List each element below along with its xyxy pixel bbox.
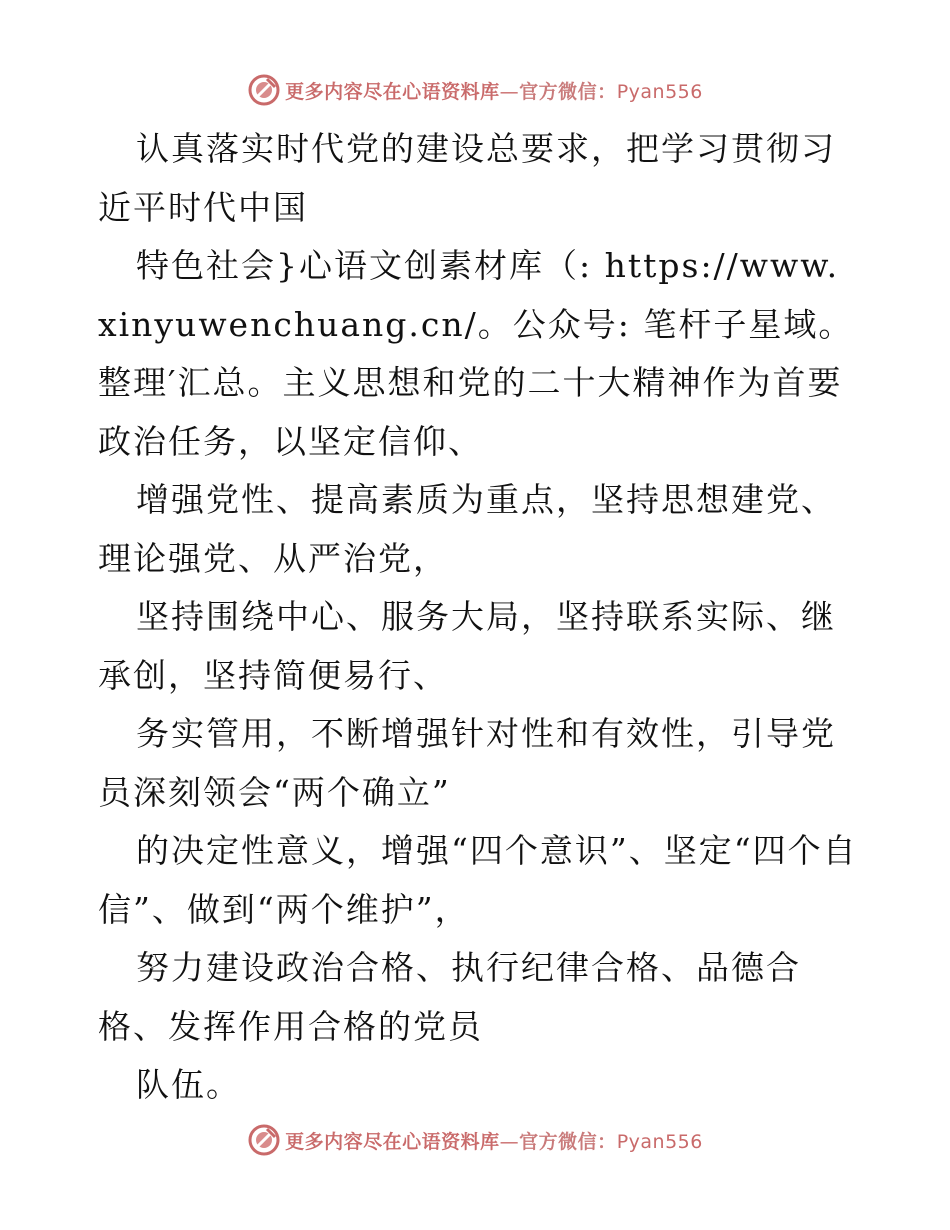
paragraph: 的决定性意义，增强“四个意识”、坚定“四个自信”、做到“两个维护”，: [98, 831, 858, 929]
watermark-text: [285, 1127, 703, 1154]
document-body: [98, 120, 858, 1115]
watermark-main-text: 更多内容尽在心语资料库: [285, 1130, 500, 1153]
watermark-separator: —: [499, 80, 520, 103]
paragraph: 务实管用，不断增强针对性和有效性，引导党员深刻领会“两个确立”: [98, 714, 836, 812]
paragraph: 认真落实时代党的建设总要求，把学习贯彻习近平时代中国: [98, 129, 836, 227]
seal-logo-icon: [247, 73, 281, 107]
paragraph: 增强党性、提高素质为重点，坚持思想建党、理论强党、从严治党，: [98, 480, 836, 578]
paragraph: 特色社会}心语文创素材库（: https://www.xinyuwenchuang.cn/。公众号: 笔杆子星域。整理′汇总。主义思想和党的二十大精神作为首要政治任务，以坚定信仰、: [98, 246, 854, 461]
watermark-wechat-label: 官方微信：: [519, 80, 617, 103]
footer-watermark: [0, 1120, 950, 1160]
watermark-wechat-id: Pyan556: [616, 80, 703, 103]
paragraph: 队伍。: [136, 1065, 241, 1104]
watermark-wechat-id: Pyan556: [616, 1130, 703, 1153]
watermark-wechat-label: 官方微信：: [519, 1130, 617, 1153]
paragraph: 努力建设政治合格、执行纪律合格、品德合格、发挥作用合格的党员: [98, 948, 801, 1046]
paragraph: 坚持围绕中心、服务大局，坚持联系实际、继承创，坚持简便易行、: [98, 597, 836, 695]
watermark-text: [285, 77, 703, 104]
watermark-separator: —: [499, 1130, 520, 1153]
seal-logo-icon: [247, 1123, 281, 1157]
header-watermark: [0, 70, 950, 110]
watermark-main-text: 更多内容尽在心语资料库: [285, 80, 500, 103]
